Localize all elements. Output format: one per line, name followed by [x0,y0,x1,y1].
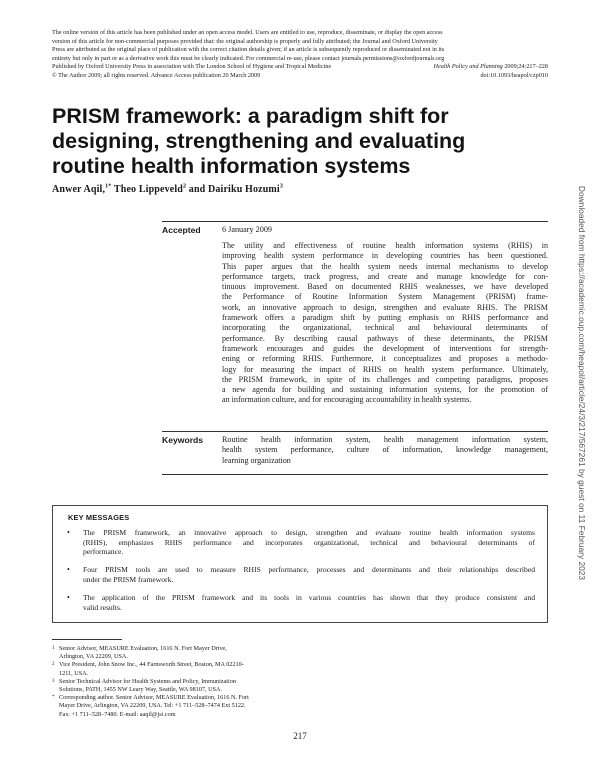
footnote-line: Senior Advisor, MEASURE Evaluation, 1616 N. Fort Mayer Drive, [59,645,227,652]
footnote-mark: 1 [52,646,55,651]
abstract-line: a new agenda for building and sustaining information systems, for the promotion of [222,385,548,395]
page-number: 217 [293,731,307,741]
keywords-line: health system performance, culture of information, knowledge management, [222,445,548,455]
download-notice-text: Downloaded from https://academic.oup.com/heapol/article/24/3/217/567261 by guest on 11 February 2023 [577,185,587,581]
keywords-label: Keywords [162,435,204,445]
title-line: designing, strengthening and evaluating [52,129,466,153]
key-message-line: (RHIS), emphasizes RHIS performance and incorporates organizational, technical and behavioural determinants of [83,537,535,547]
author-affiliation-mark: 1* [105,183,112,190]
abstract-line: an information culture, and for encouraging accountability in health systems. [222,395,472,405]
author-list [52,184,283,195]
divider [162,431,548,432]
abstract-line: ening or reforming RHIS. Furthermore, it conceptualizes and proposes a methodo- [222,354,548,364]
author-name: Anwer Aqil, [52,184,106,195]
footnote [52,645,300,661]
notice-line: Press are attributed as the original place of publication with the correct citation details given; if an article is subsequently reproduced or disseminated not in its [52,46,445,54]
footnotes [52,645,300,719]
bullet-icon: • [67,528,70,537]
keywords-line: Routine health information system, health management information system, [222,435,548,444]
title-line: PRISM framework: a paradigm shift for [52,104,449,128]
footnote-mark: 3 [52,678,55,684]
key-message-item [67,528,535,557]
footnote-line: Corresponding author. Senior Advisor, MEASURE Evaluation, 1616 N. Fort [59,694,249,702]
download-notice [577,185,587,581]
article-title [52,104,532,179]
abstract-line: This paper argues that the health system needs internal mechanisms to develop [222,261,548,271]
bullet-icon: • [67,565,70,575]
key-message-item [67,565,535,584]
author-name: Theo Lippeveld [111,184,183,195]
key-message-line: performance. [83,547,124,557]
abstract-line: improving health system performance in developing countries has been questioned. [222,251,548,261]
key-message-line: The PRISM framework, an innovative approach to design, strengthen and evaluate routine health information systems [83,528,535,537]
author-affiliation-mark: 2 [182,183,187,190]
footnote-divider [52,639,122,640]
journal-name: Health Policy and Planning [433,63,503,71]
abstract [222,241,548,406]
divider [162,474,548,475]
divider [162,221,548,222]
copyright: © The Author 2009; all rights reserved. Advance Access publication 20 March 2009 [52,71,261,79]
accepted-label: Accepted [162,225,201,235]
key-messages-title: KEY MESSAGES [68,513,130,522]
abstract-line: performance. By describing causal pathways of these determinants, the PRISM [222,333,548,343]
footnote-line: Solutions, PATH, 1455 NW Leary Way, Seattle, WA 98107, USA. [59,686,223,694]
abstract-line: work, an innovative approach to design, strengthen and evaluate RHIS. The PRISM [222,302,548,312]
abstract-line: tinuous improvement. Based on documented RHIS weaknesses, we have developed [222,282,548,292]
footnote-line: 1211, USA. [59,669,89,677]
notice-line: The online version of this article has been published under an open access model. Users are entitled to use, reproduce, disseminate, or display the open access [52,29,443,36]
abstract-line: framework offers a paradigm shift by putting emphasis on RHIS performance and [222,313,548,323]
footnote [52,661,300,677]
key-messages-box [52,505,548,623]
bullet-icon: • [67,592,70,602]
copyright-row [52,72,548,81]
key-message-line: under the PRISM framework. [83,574,174,584]
author-name: and Dairiku Hozumi [186,184,280,195]
doi[interactable]: doi:10.1093/heapol/czp010 [480,71,548,79]
publisher-row [52,63,548,72]
abstract-line: logy for measuring the impact of RHIS on health system performance. Ultimately, [222,364,548,374]
title-line: routine health information systems [52,154,411,178]
footnote-line: Arlington, VA 22209, USA. [59,653,128,661]
footnote-line: Fax: +1 711–528–7480. E-mail: aaqil@jsi.com [59,710,176,718]
author-affiliation-mark: 3 [279,183,283,190]
footnote [52,678,300,694]
key-message-item [67,593,535,612]
key-message-line: valid results. [83,602,122,612]
journal-citation [434,63,548,72]
notice-line: version of this article for non-commercial purposes provided that: the original authorship is properly and fully attributed; the Journal and Oxford University [52,37,438,45]
abstract-line: the Performance of Routine Information System Management (PRISM) frame- [222,292,548,302]
abstract-line: The utility and effectiveness of routine health information systems (RHIS) in [222,241,548,250]
keywords [222,435,548,466]
footnote-mark: * [52,695,55,701]
notice-line: entirety but only in part or as a derivative work this must be clearly indicated. For commercial re-use, please contact journals.permissions@oxfordjournals.org [52,54,445,62]
open-access-notice [52,29,548,81]
footnote-line: Senior Technical Advisor for Health Systems and Policy, Immunization [59,677,236,685]
abstract-line: performance targets, track progress, and create and manage knowledge for con- [222,271,548,281]
key-message-line: Four PRISM tools are used to measure RHIS performance, processes and determinants and their relationships described [83,565,535,575]
footnote-line: Vice President, John Snow Inc., 44 Farnsworth Street, Boston, MA 02210- [59,661,244,669]
key-messages-list [67,528,535,621]
footnote [52,694,300,719]
abstract-line: framework encourages and guides the development of interventions for strength- [222,343,548,353]
abstract-line: the PRISM framework, in spite of its challenges and competing paradigms, proposes [222,374,548,384]
footnote-mark: 2 [52,662,55,668]
publisher-info: Published by Oxford University Press in association with The London School of Hygiene and Tropical Medicine [52,63,332,71]
abstract-line: incorporating the organizational, technical and behavioural determinants of [222,323,548,333]
footnote-line: Mayer Drive, Arlington, VA 22209, USA. Tel: +1 711–528–7474 Ext 5122. [59,702,246,710]
key-message-line: The application of the PRISM framework and its tools in various countries has shown that they produce consistent and [83,592,535,602]
keywords-line: learning organization [222,455,291,465]
citation-detail: 2009;24:217–228 [502,63,548,71]
accepted-date: 6 January 2009 [222,225,273,234]
